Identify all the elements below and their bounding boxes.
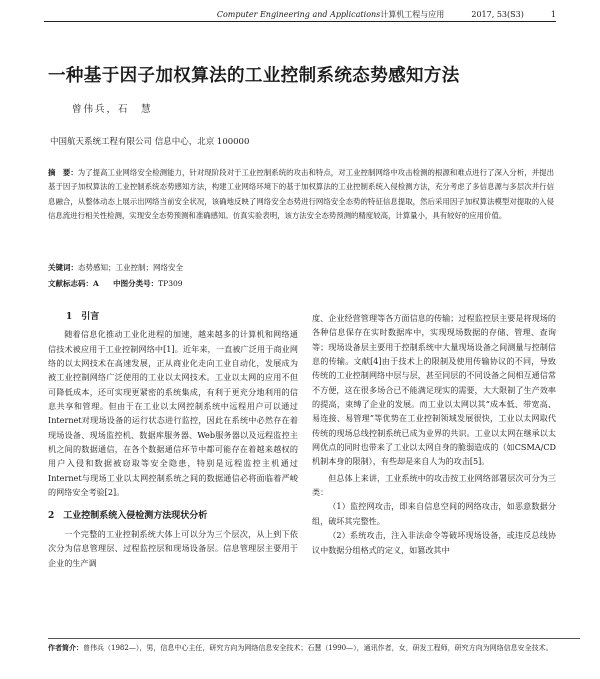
- abstract-label: 摘 要：: [48, 168, 78, 177]
- paper-title: 一种基于因子加权算法的工业控制系统态势感知方法: [48, 66, 460, 86]
- doc-code: A: [93, 279, 99, 288]
- issue-info: 2017, 53(S3): [471, 10, 524, 19]
- affiliation: 中国航天系统工程有限公司 信息中心，北京 100000: [50, 137, 250, 147]
- abstract: [48, 166, 554, 223]
- right-column: [312, 311, 556, 557]
- author-footnote: [48, 638, 580, 655]
- keywords: [48, 262, 183, 273]
- list-item: （1）监控网攻击，即来自信息空间的网络攻击，如恶意数据分组，破坏其完整性。: [312, 501, 556, 526]
- paragraph: 随着信息化推动工业化进程的加速，越来越多的计算机和网络通信技术被应用于工业控制网络中[1]。近年来，一直被广泛用于商业网络的以太网技术在高速发展，正从商业化走向工业自动化，发展成为被工业控制网络广泛使用的工业以太网技术。工业以太网的应用不但可降低成本，还可实现更紧密的系统集成，有利于更充分地利用的信息共享和管理。但由于在工业以太网控制系统中远程用户可以通过Internet对现场设备的运行状态进行监控，因此在系统中必然存在着现场设备、现场监控机、数据库服务器、Web服务器以及远程监控主机之间的数据通信，在各个数据通信环节中都可能存在着越来越权的用户入侵和数据被窃取等安全隐患，特别是远程监控主机通过Internet与现场工业以太网控制系统之间的数据通信必将面临着严峻的网络安全考验[2]。: [48, 329, 298, 498]
- paragraph: 一个完整的工业控制系统大体上可以分为三个层次，从上到下依次分为信息管理层、过程监控层和现场设备层。信息管理层主要用于企业的生产调: [48, 528, 298, 568]
- section-heading-intro: 1 引言: [66, 312, 100, 322]
- page-number: 1: [550, 10, 556, 19]
- running-header: [44, 6, 556, 22]
- class-number: TP309: [158, 279, 183, 288]
- journal-name: Computer Engineering and Applications: [216, 10, 381, 19]
- authors: 曾伟兵，石 慧: [72, 104, 153, 115]
- doc-code-label: 文献标志码：: [48, 279, 93, 288]
- footnote-text: 曾伟兵（1982—），男，信息中心主任，研究方向为网络信息安全技术；石慧（1990—），通讯作者，女，研发工程师，研究方向为网络信息安全技术。: [83, 644, 553, 652]
- paragraph: 度、企业经营管理等各方面信息的传输；过程监控层主要是将现场的各种信息保存在实时数据库中，实现现场数据的存储、管理、查询等；现场设备层主要用于控制系统中大量现场设备之间测量与控制信息的传输。文献[4]由于技术上的限制及使用传输协议的不同，导致传统的工业控制网络中层与层，甚至同层的不同设备之间相互通信常不方便，这在很多场合已不能满足现实的需要，大大限制了生产效率的提高，束缚了企业的发展。而工业以太网以其“成本低、带宽高、易连接、易管理”等优势在工业控制领域发展很快，工业以太网取代传统的现场总线控制系统已成为业界的共识。工业以太网在继承以太网优点的同时也带来了工业以太网自身的脆弱造成的（如CSMA/CD 机制本身的限制），有些却是来自人为的攻击[5]。: [312, 313, 556, 467]
- keywords-label: 关键词：: [48, 263, 78, 272]
- abstract-text: 为了提高工业网络安全检测能力，针对现阶段对于工业控制系统的攻击和特点，对工业控制网络中攻击检测的根源和难点进行了深入分析，并提出基于因子加权算法的工业控制系统态势感知方法，构建工业网络环境下的基于加权算法的工业控制系统入侵检测方法，充分考虑了多信息源与多层次并行信息融合，从整体动态上展示出网络当前安全状况，该确地反映了网络安全态势进行网络安全态势的特征信息提取，然后采用因子加权算法模型对提取的入侵信息流进行相关性检测，实现安全态势预测和准确感知。仿真实验表明，该方法安全态势预测的精度较高，计算量小，具有较好的应用价值。: [48, 168, 554, 220]
- section-heading-status: 2 工业控制系统入侵检测方法现状分析: [48, 511, 208, 522]
- keywords-text: 态势感知；工业控制；网络安全: [78, 263, 183, 272]
- classification-line: [48, 278, 183, 289]
- class-label: 中图分类号：: [113, 279, 159, 288]
- footnote-label: 作者简介：: [48, 643, 83, 652]
- list-item: （2）系统攻击，注入非法命令等破坏现场设备，或违反总线协议中数据分组格式的定义，如篡改其中: [312, 530, 556, 555]
- journal-name-cn: 计算机工程与应用: [380, 10, 445, 19]
- left-column: [48, 308, 298, 570]
- paragraph: 但总体上来讲，工业系统中的攻击按工业网络部署层次可分为三类：: [312, 472, 556, 498]
